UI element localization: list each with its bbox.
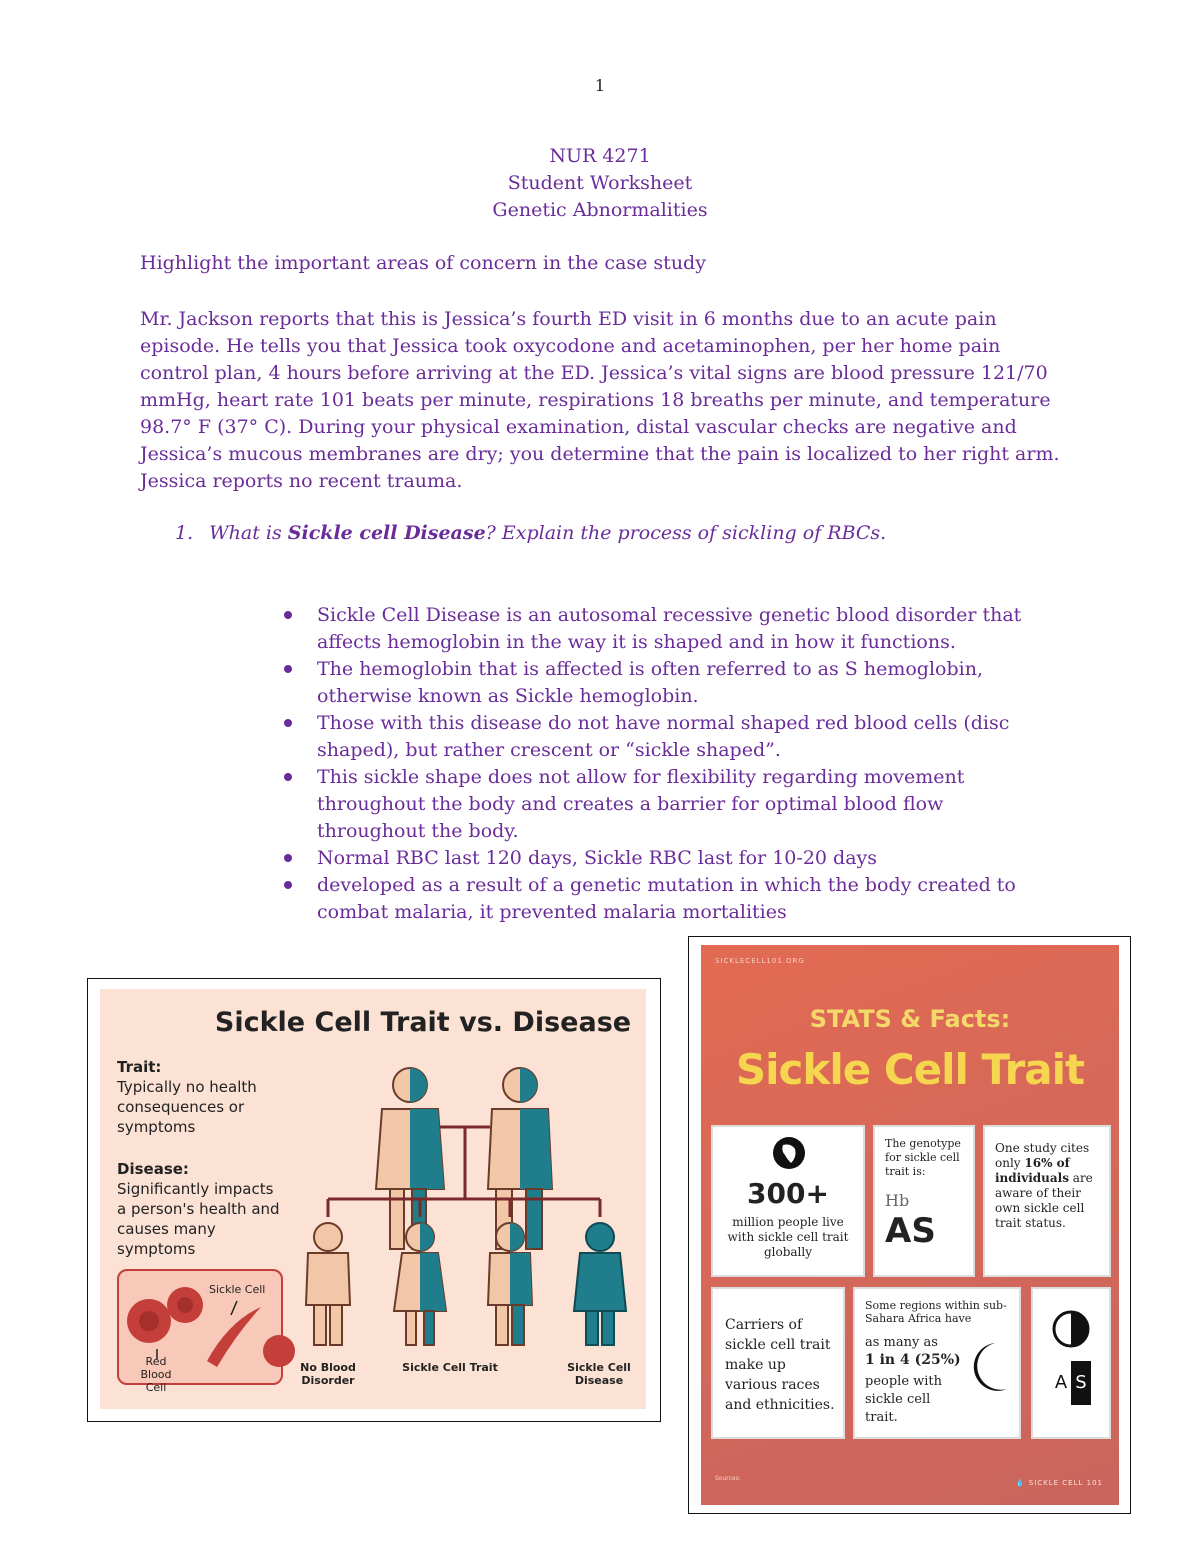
page-number: 1 <box>594 76 606 95</box>
stats-title: Sickle Cell Trait <box>735 1045 1085 1094</box>
course-code: NUR 4271 <box>549 145 651 167</box>
parent-mother-icon <box>376 1068 444 1249</box>
family-tree-illustration <box>290 1049 646 1369</box>
question-number: 1. <box>175 522 194 544</box>
topic-title: Genetic Abnormalities <box>492 199 708 221</box>
instruction-text: Highlight the important areas of concern in the case study <box>140 252 706 274</box>
crescent-moon-icon <box>967 1339 1011 1395</box>
list-item: This sickle shape does not allow for flexibility regarding movement throughout the body and creates a barrier for optimal blood flow throughout the body. <box>0 764 1047 845</box>
child-label-no-disorder: No Blood Disorder <box>300 1361 356 1387</box>
question-suffix: ? Explain the process of sickling of RBCs. <box>485 522 887 544</box>
sickle-cell-trait-stats-figure <box>688 936 1131 1514</box>
logo-drop-icon: 💧 <box>1015 1479 1026 1487</box>
trait-vs-disease-figure <box>87 978 661 1422</box>
carriers-text: Carriers of sickle cell trait make up various races and ethnicities. <box>725 1317 835 1413</box>
child-disease-icon <box>574 1223 626 1345</box>
blood-cell-illustration <box>117 1269 283 1394</box>
bullet-icon <box>284 881 292 889</box>
doc-type: Student Worksheet <box>507 172 693 194</box>
list-item: The hemoglobin that is affected is often referred to as S hemoglobin, otherwise known as Sickle hemoglobin. <box>0 656 1047 710</box>
answer-bullet-list <box>0 602 1047 926</box>
stat-text: million people live with sickle cell trait globally <box>727 1215 849 1259</box>
africa-bold: 1 in 4 (25%) <box>865 1352 961 1368</box>
sickle-cell-101-logo: 💧 SICKLE CELL 101 <box>1015 1479 1103 1487</box>
question-1 <box>175 522 886 544</box>
globe-africa-icon <box>771 1135 807 1171</box>
figure-title: Sickle Cell Trait vs. Disease <box>214 1007 632 1038</box>
list-item: Normal RBC last 120 days, Sickle RBC last for 10-20 days <box>0 845 1047 872</box>
sources-label: Sources: <box>715 1475 741 1482</box>
bullet-icon <box>284 611 292 619</box>
africa-mid: as many as <box>865 1335 938 1350</box>
genotype-hb: Hb <box>885 1191 910 1210</box>
genotype-as: AS <box>885 1211 936 1251</box>
stats-panel <box>701 945 1119 1505</box>
stat-number: 300+ <box>747 1177 829 1210</box>
trait-description: Trait: Typically no health consequences or symptoms <box>117 1058 257 1136</box>
worksheet-header <box>0 143 1200 224</box>
child-no-disorder-icon <box>306 1223 350 1345</box>
bullet-icon <box>284 773 292 781</box>
africa-post: people with sickle cell trait. <box>865 1374 943 1425</box>
list-item: Sickle Cell Disease is an autosomal recessive genetic blood disorder that affects hemoglobin in the way it is shaped and in how it functions. <box>0 602 1047 656</box>
parent-father-icon <box>488 1068 552 1249</box>
red-cell-label: Red Blood Cell <box>140 1355 172 1394</box>
stat-card-carriers <box>711 1287 845 1439</box>
stat-card-300-million <box>711 1125 865 1277</box>
child-label-trait: Sickle Cell Trait <box>402 1361 498 1374</box>
child-label-disease: Sickle Cell Disease <box>567 1361 631 1387</box>
genotype-text: The genotype for sickle cell trait is: <box>885 1137 961 1178</box>
disease-description: Disease: Significantly impacts a person's health and causes many symptoms <box>117 1160 280 1258</box>
stat-card-africa <box>853 1287 1021 1439</box>
figure-panel <box>100 989 646 1409</box>
half-circle-icon <box>1051 1309 1091 1349</box>
africa-pre: Some regions within sub-Sahara Africa have <box>865 1299 1007 1325</box>
question-bold: Sickle cell Disease <box>287 522 486 544</box>
stat-card-as-symbol <box>1031 1287 1111 1439</box>
stats-heading: STATS & Facts: <box>809 1005 1011 1033</box>
symbol-s: S <box>1071 1361 1091 1405</box>
bullet-icon <box>284 854 292 862</box>
symbol-a: A <box>1054 1372 1068 1393</box>
stat-card-genotype <box>873 1125 975 1277</box>
list-item: developed as a result of a genetic mutation in which the body created to combat malaria, it prevented malaria mortalities <box>0 872 1047 926</box>
bullet-icon <box>284 665 292 673</box>
stat-card-awareness: One study cites only 16% of individuals are aware of their own sickle cell trait status. <box>983 1125 1111 1277</box>
case-study-paragraph: Mr. Jackson reports that this is Jessica’s fourth ED visit in 6 months due to an acute pain episode. He tells you that Jessica took oxycodone and acetaminophen, per her home pain control plan, 4 hours before arriving at the ED. Jessica’s vital signs are blood pressure 121/70 mmHg, heart rate 101 beats per minute, respirations 18 breaths per minute, and temperature 98.7° F (37° C). During your physical examination, distal vascular checks are negative and Jessica’s mucous membranes are dry; you determine that the pain is localized to her right arm. Jessica reports no recent trauma. <box>140 308 1060 492</box>
bullet-icon <box>284 719 292 727</box>
question-prefix: What is <box>209 522 288 544</box>
sickle-cell-label: Sickle Cell <box>209 1283 266 1296</box>
list-item: Those with this disease do not have normal shaped red blood cells (disc shaped), but rather crescent or “sickle shaped”. <box>0 710 1047 764</box>
brand-url: SICKLECELL101.ORG <box>715 957 805 965</box>
